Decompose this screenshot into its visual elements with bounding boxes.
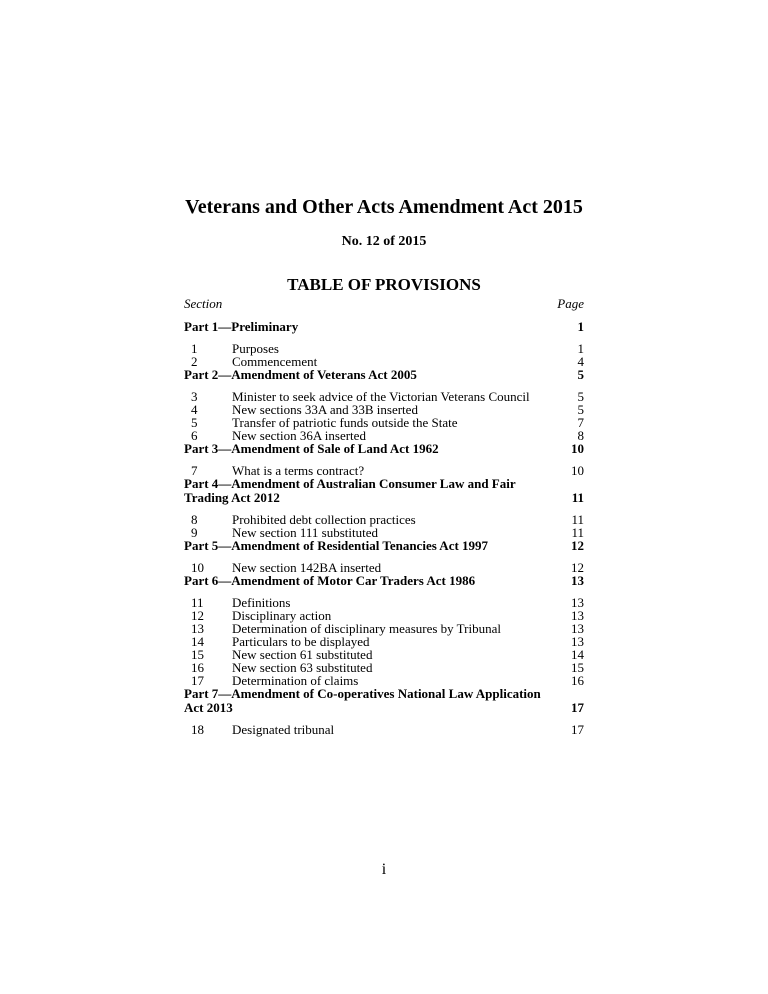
section-page: 1 — [577, 341, 584, 356]
part-title: Part 6—Amendment of Motor Car Traders Act 1986 — [184, 573, 476, 588]
part-page: 17 — [571, 700, 584, 715]
part-heading[interactable] — [184, 477, 584, 505]
section-number: 18 — [191, 722, 204, 737]
section-title: What is a terms contract? — [232, 463, 365, 478]
section-page: 13 — [571, 634, 584, 649]
section-page: 13 — [571, 608, 584, 623]
part-heading[interactable] — [184, 574, 584, 588]
section-title: Particulars to be displayed — [232, 634, 370, 649]
section-number: 5 — [191, 415, 198, 430]
toc-part — [184, 320, 584, 368]
section-list — [184, 342, 584, 368]
toc-part — [184, 442, 584, 477]
section-title: New section 111 substituted — [232, 525, 378, 540]
section-page: 12 — [571, 560, 584, 575]
part-title: Part 7—Amendment of Co-operatives National Law Application Act 2013 — [184, 686, 541, 715]
section-page: 5 — [577, 402, 584, 417]
part-heading[interactable] — [184, 442, 584, 456]
part-title: Part 1—Preliminary — [184, 319, 299, 334]
part-heading[interactable] — [184, 539, 584, 553]
section-title: Definitions — [232, 595, 291, 610]
section-number: 11 — [191, 595, 204, 610]
section-title: Minister to seek advice of the Victorian Veterans Council — [232, 389, 530, 404]
toc-part — [184, 368, 584, 442]
section-column-label: Section — [184, 296, 223, 311]
section-title: Commencement — [232, 354, 318, 369]
section-page: 17 — [571, 722, 584, 737]
section-number: 17 — [191, 673, 204, 688]
part-title: Part 4—Amendment of Australian Consumer Law and Fair Trading Act 2012 — [184, 476, 516, 505]
section-title: Transfer of patriotic funds outside the State — [232, 415, 458, 430]
section-number: 2 — [191, 354, 198, 369]
toc-part — [184, 574, 584, 687]
section-page: 8 — [577, 428, 584, 443]
section-title: New section 36A inserted — [232, 428, 366, 443]
section-page: 10 — [571, 463, 584, 478]
section-title: Purposes — [232, 341, 279, 356]
section-title: Disciplinary action — [232, 608, 332, 623]
part-page: 10 — [571, 441, 584, 456]
part-page: 5 — [577, 367, 584, 382]
part-title: Part 2—Amendment of Veterans Act 2005 — [184, 367, 417, 382]
section-page: 14 — [571, 647, 584, 662]
part-heading[interactable] — [184, 368, 584, 382]
section-page: 7 — [577, 415, 584, 430]
section-title: Determination of disciplinary measures by Tribunal — [232, 621, 501, 636]
part-page: 13 — [571, 573, 584, 588]
toc-part — [184, 539, 584, 574]
section-entry[interactable] — [184, 723, 584, 736]
section-page: 13 — [571, 595, 584, 610]
section-page: 4 — [577, 354, 584, 369]
section-title: Prohibited debt collection practices — [232, 512, 416, 527]
section-number: 7 — [191, 463, 198, 478]
section-title: New sections 33A and 33B inserted — [232, 402, 418, 417]
section-number: 14 — [191, 634, 204, 649]
part-page: 11 — [571, 490, 584, 505]
part-heading[interactable] — [184, 320, 584, 334]
section-page: 16 — [571, 673, 584, 688]
section-page: 13 — [571, 621, 584, 636]
section-number: 15 — [191, 647, 204, 662]
part-title: Part 5—Amendment of Residential Tenancies Act 1997 — [184, 538, 489, 553]
section-title: New section 61 substituted — [232, 647, 373, 662]
section-page: 11 — [571, 512, 584, 527]
section-list — [184, 513, 584, 539]
section-title: New section 142BA inserted — [232, 560, 382, 575]
section-number: 13 — [191, 621, 204, 636]
part-page: 1 — [577, 319, 584, 334]
section-list — [184, 596, 584, 687]
section-number: 1 — [191, 341, 198, 356]
toc-part — [184, 687, 584, 736]
section-number: 9 — [191, 525, 198, 540]
section-number: 6 — [191, 428, 198, 443]
table-of-provisions — [184, 320, 584, 736]
toc-heading: TABLE OF PROVISIONS — [287, 275, 481, 294]
page-number: i — [381, 861, 387, 878]
part-page: 12 — [571, 538, 584, 553]
section-number: 10 — [191, 560, 204, 575]
page-column-label: Page — [557, 296, 584, 311]
section-list — [184, 723, 584, 736]
section-number: 3 — [191, 389, 198, 404]
section-title: Designated tribunal — [232, 722, 335, 737]
section-page: 11 — [571, 525, 584, 540]
part-title: Part 3—Amendment of Sale of Land Act 1962 — [184, 441, 439, 456]
toc-part — [184, 477, 584, 539]
section-number: 8 — [191, 512, 198, 527]
section-number: 16 — [191, 660, 204, 675]
section-list — [184, 390, 584, 442]
section-number: 4 — [191, 402, 198, 417]
section-title: Determination of claims — [232, 673, 359, 688]
section-page: 15 — [571, 660, 584, 675]
section-number: 12 — [191, 608, 204, 623]
section-title: New section 63 substituted — [232, 660, 373, 675]
act-title: Veterans and Other Acts Amendment Act 2015 — [185, 196, 583, 218]
section-page: 5 — [577, 389, 584, 404]
part-heading[interactable] — [184, 687, 584, 715]
act-number: No. 12 of 2015 — [341, 234, 427, 249]
